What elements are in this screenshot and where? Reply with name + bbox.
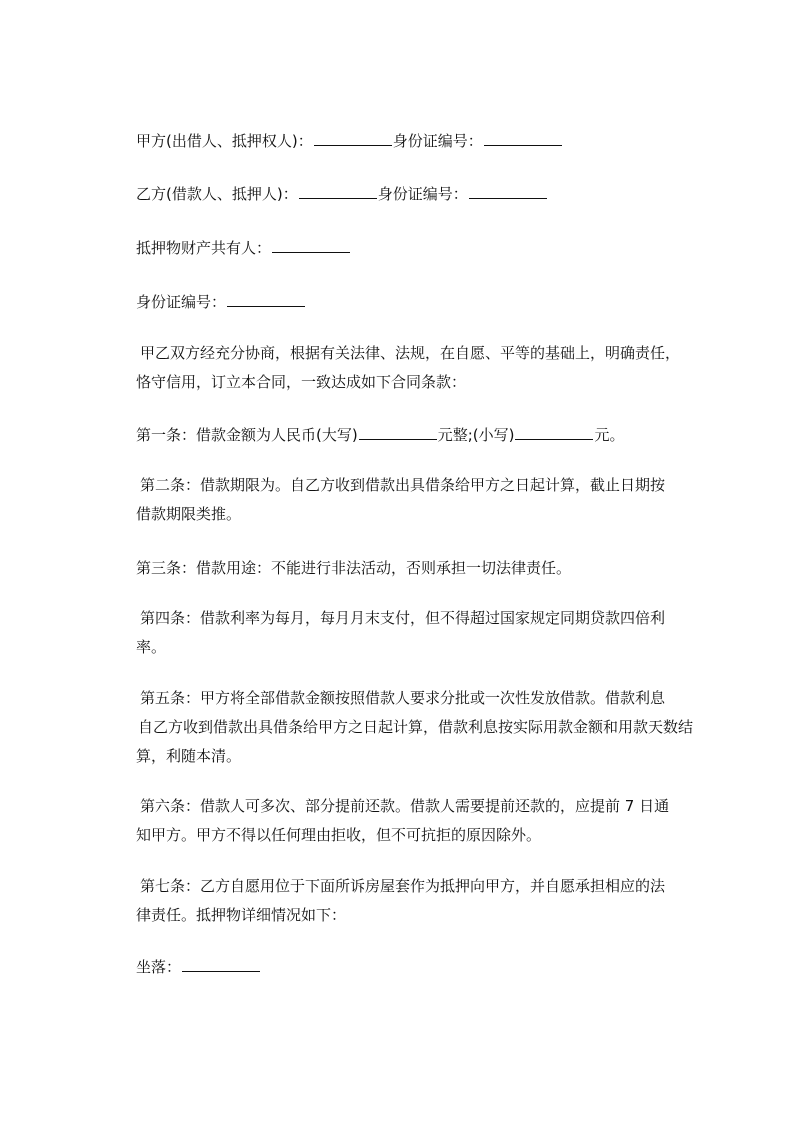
- party-a-line: [136, 131, 563, 151]
- clause-6-line-1: 第六条：借款人可多次、部分提前还款。借款人需要提前还款的，应提前 7 日通: [140, 797, 670, 815]
- clause-3: [136, 558, 571, 578]
- co-owner-blank[interactable]: [272, 238, 350, 253]
- clause-3-text: 第三条：借款用途：不能进行非法活动，否则承担一切法律责任。: [136, 559, 572, 577]
- clause-4: [136, 604, 713, 662]
- co-owner-id-label: 身份证编号：: [136, 293, 227, 311]
- party-a-id-label: 身份证编号：: [392, 132, 483, 150]
- party-a-id-blank[interactable]: [484, 131, 562, 146]
- clause-5-line-2: 自乙方收到借款出具借条给甲方之日起计算，借款利息按实际用款金额和用款天数结: [138, 718, 694, 736]
- party-b-line: [136, 184, 548, 204]
- location-line: [136, 957, 261, 977]
- party-a-blank[interactable]: [314, 131, 392, 146]
- co-owner-id-blank[interactable]: [227, 292, 305, 307]
- clause-4-line-2: 率。: [136, 638, 167, 656]
- clause-1-text-a: 第一条：借款金额为人民币(大写): [136, 426, 358, 444]
- party-b-label: 乙方(借款人、抵押人)：: [136, 185, 298, 203]
- location-label: 坐落：: [136, 958, 182, 976]
- party-b-blank[interactable]: [299, 184, 377, 199]
- clause-5-line-1: 第五条：甲方将全部借款金额按照借款人要求分批或一次性发放借款。借款利息: [140, 689, 666, 707]
- intro-line-1: 甲乙双方经充分协商，根据有关法律、法规，在自愿、平等的基础上，明确责任，: [140, 344, 681, 362]
- clause-2-line-2: 借款期限类推。: [136, 505, 242, 523]
- clause-7: [136, 872, 713, 930]
- clause-2: [136, 471, 713, 529]
- clause-6-line-2: 知甲方。甲方不得以任何理由拒收，但不可抗拒的原因除外。: [136, 826, 542, 844]
- intro-paragraph: [136, 339, 713, 397]
- clause-6: [136, 792, 713, 850]
- co-owner-line: [136, 238, 351, 258]
- intro-line-2: 恪守信用，订立本合同，一致达成如下合同条款：: [136, 373, 467, 391]
- clause-1-amount-words-blank[interactable]: [359, 425, 437, 440]
- party-b-id-blank[interactable]: [469, 184, 547, 199]
- clause-1-amount-number-blank[interactable]: [515, 425, 593, 440]
- clause-1: [136, 425, 625, 445]
- party-b-id-label: 身份证编号：: [377, 185, 468, 203]
- location-blank[interactable]: [182, 957, 260, 972]
- co-owner-id-line: [136, 292, 306, 312]
- clause-7-line-1: 第七条：乙方自愿用位于下面所诉房屋套作为抵押向甲方，并自愿承担相应的法: [140, 877, 666, 895]
- clause-7-line-2: 律责任。抵押物详细情况如下：: [136, 906, 347, 924]
- clause-2-line-1: 第二条：借款期限为。自乙方收到借款出具借条给甲方之日起计算，截止日期按: [140, 476, 666, 494]
- clause-5-line-3: 算，利随本清。: [136, 747, 242, 765]
- clause-1-text-c: 元。: [594, 426, 625, 444]
- clause-4-line-1: 第四条：借款利率为每月，每月月末支付，但不得超过国家规定同期贷款四倍利: [140, 609, 666, 627]
- clause-1-text-b: 元整;(小写): [437, 426, 515, 444]
- party-a-label: 甲方(出借人、抵押权人)：: [136, 132, 313, 150]
- co-owner-label: 抵押物财产共有人：: [136, 239, 272, 257]
- clause-5: [136, 684, 713, 771]
